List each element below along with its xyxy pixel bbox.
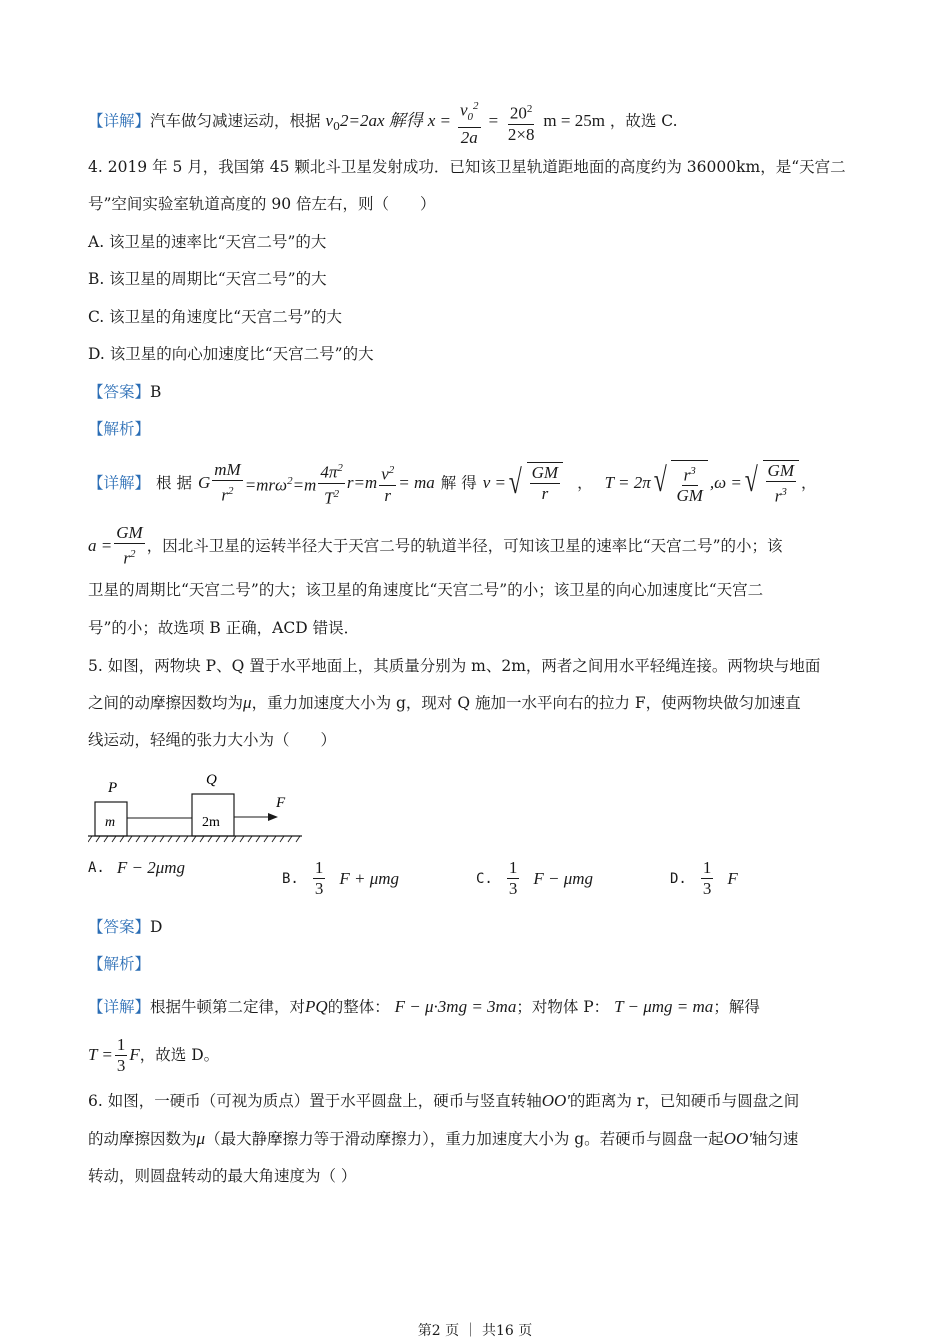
q4-analysis-label: 【解析】 bbox=[88, 420, 151, 438]
q4-option-a: A. 该卫星的速率比“天宫二号”的大 bbox=[88, 233, 327, 251]
q4-option-c: C. 该卫星的角速度比“天宫二号”的大 bbox=[88, 308, 343, 326]
q4-stem-2: 号”空间实验室轨道高度的 90 倍左右，则（ ） bbox=[88, 195, 436, 213]
q4-detail-1: 【详解】 根 据 G $\frac{mM}{r^2}$ =mrω$^2$=m $\frac{4\pi^2}{T^2}$ r=m $\frac{v^2}{r}$ = ma 解 得 v = √ $\frac{GM}{r}$ ， T = 2π √ $\frac{r^3}{GM}$ ,ω = √ $\frac{GM}{r^3}$ ， bbox=[88, 458, 862, 508]
page-footer: 第2 页 ｜ 共16 页 bbox=[417, 1323, 533, 1339]
q6-stem-3: 转动，则圆盘转动的最大角速度为（ ） bbox=[88, 1167, 357, 1185]
q3-frac2: $\frac{20^2}{2\times 8}$ bbox=[506, 99, 537, 145]
label-q: Q bbox=[206, 772, 217, 788]
q5-analysis-label: 【解析】 bbox=[88, 955, 151, 973]
q4-option-b: B. 该卫星的周期比“天宫二号”的大 bbox=[88, 270, 327, 288]
q4-answer-value: B bbox=[150, 383, 162, 401]
q5-figure bbox=[88, 770, 308, 848]
q5-stem-1: 5. 如图，两物块 P、Q 置于水平地面上，其质量分别为 m、2m，两者之间用水平轻绳连接。两物块与地面 bbox=[88, 657, 821, 675]
q4-option-d: D. 该卫星的向心加速度比“天宫二号”的大 bbox=[88, 345, 374, 363]
q5-answer-value: D bbox=[150, 918, 163, 936]
detail-label: 【详解】 bbox=[88, 112, 151, 131]
q3-detail-line: 【详解】汽车做匀减速运动，根据 $v_02=2ax$ 解得 x = $\frac{v_0^2}{2a}$ = $\frac{20^2}{2\times 8}$ m = 25m ，故选 C. bbox=[88, 96, 862, 148]
q5-stem-2: 之间的动摩擦因数均为μ，重力加速度大小为 g，现对 Q 施加一水平向右的拉力 F，使两物块做匀加速直 bbox=[88, 693, 801, 712]
q3-detail-text: 汽车做匀减速运动，根据 bbox=[150, 112, 321, 131]
q5-option-d: D. $\frac{1}{3}$ F bbox=[670, 858, 738, 898]
q4-stem-1: 4. 2019 年 5 月，我国第 45 颗北斗卫星发射成功．已知该卫星轨道距地面的高度约为 36000km，是“天宫二 bbox=[88, 158, 846, 176]
q5-stem-3: 线运动，轻绳的张力大小为（ ） bbox=[88, 731, 337, 749]
q6-stem-1: 6. 如图，一硬币（可视为质点）置于水平圆盘上，硬币与竖直转轴OO'的距离为 r，已知硬币与圆盘之间 bbox=[88, 1091, 800, 1110]
q5-detail-2: T = $\frac{1}{3}$ F ，故选 D。 bbox=[88, 1034, 220, 1075]
q6-stem-2: 的动摩擦因数为μ（最大静摩擦力等于滑动摩擦力），重力加速度大小为 g。若硬币与圆盘一起OO'轴匀速 bbox=[88, 1129, 799, 1148]
q5-option-a: A. F − 2μmg bbox=[88, 858, 186, 877]
q3-detail-end: ，故选 C. bbox=[609, 112, 678, 131]
q5-option-c: C. $\frac{1}{3}$ F − μmg bbox=[476, 858, 594, 898]
q4-answer: 【答案】B bbox=[88, 383, 162, 401]
q4-detail-4: 号”的小；故选项 B 正确，ACD 错误． bbox=[88, 619, 360, 637]
q3-formula: 2=2ax 解得 bbox=[340, 111, 423, 131]
label-p: P bbox=[108, 780, 118, 796]
q5-answer: 【答案】D bbox=[88, 918, 163, 936]
q3-eq-lhs: x = bbox=[427, 111, 452, 131]
q5-detail-1: 【详解】根据牛顿第二定律，对PQ的整体： F − μ·3mg = 3ma；对物体 P： T − μmg = ma；解得 bbox=[88, 997, 760, 1016]
q3-v0: v bbox=[325, 111, 334, 131]
label-2m: 2m bbox=[202, 815, 220, 830]
label-f: F bbox=[276, 795, 286, 811]
q3-eq-tail: m = 25m bbox=[543, 111, 605, 131]
q3-frac1: $\frac{v_0^2}{2a}$ bbox=[458, 96, 481, 148]
label-m: m bbox=[105, 815, 116, 830]
q4-detail-3: 卫星的周期比“天宫二号”的大；该卫星的角速度比“天宫二号”的小；该卫星的向心加速度比“天宫二 bbox=[88, 581, 764, 599]
q5-option-b: B. $\frac{1}{3}$ F + μmg bbox=[282, 858, 400, 898]
q4-detail-2: a = $\frac{GM}{r^2}$ ，因北斗卫星的运转半径大于天宫二号的轨道半径，可知该卫星的速率比“天宫二号”的小；该 bbox=[88, 523, 783, 568]
